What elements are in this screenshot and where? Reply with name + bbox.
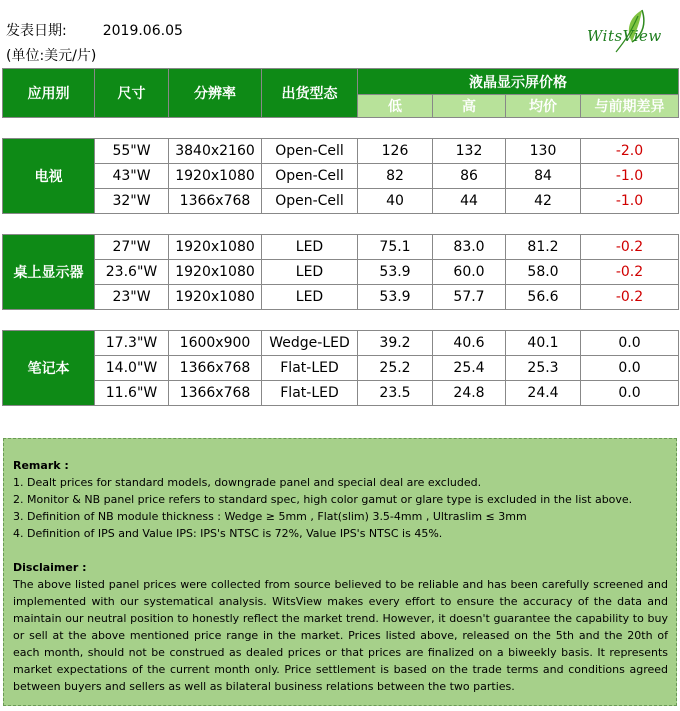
shipment-cell: Open-Cell	[262, 164, 358, 189]
shipment-cell: Open-Cell	[262, 189, 358, 214]
shipment-cell: LED	[262, 285, 358, 310]
high-cell: 86	[433, 164, 506, 189]
shipment-cell: Wedge-LED	[262, 331, 358, 356]
avg-cell: 56.6	[506, 285, 581, 310]
resolution-cell: 1920x1080	[169, 164, 262, 189]
table-row	[3, 331, 679, 356]
diff-cell: 0.0	[581, 356, 679, 381]
category-cell: 电视	[3, 139, 95, 214]
table-row	[3, 260, 679, 285]
header-avg: 均价	[506, 95, 581, 118]
high-cell: 60.0	[433, 260, 506, 285]
low-cell: 23.5	[358, 381, 433, 406]
remark-item: 4. Definition of IPS and Value IPS: IPS's NTSC is 72%, Value IPS's NTSC is 45%.	[13, 527, 443, 540]
resolution-cell: 1366x768	[169, 189, 262, 214]
shipment-cell: LED	[262, 235, 358, 260]
avg-cell: 130	[506, 139, 581, 164]
header-size: 尺寸	[95, 69, 169, 118]
remark-item: 2. Monitor & NB panel price refers to standard spec, high color gamut or glare type is excluded in the list above.	[13, 493, 633, 506]
diff-cell: 0.0	[581, 381, 679, 406]
high-cell: 83.0	[433, 235, 506, 260]
resolution-cell: 1920x1080	[169, 285, 262, 310]
low-cell: 82	[358, 164, 433, 189]
header-high: 高	[433, 95, 506, 118]
size-cell: 23"W	[95, 285, 169, 310]
diff-cell: -1.0	[581, 189, 679, 214]
high-cell: 57.7	[433, 285, 506, 310]
high-cell: 25.4	[433, 356, 506, 381]
panel-price-table	[2, 68, 679, 406]
avg-cell: 25.3	[506, 356, 581, 381]
resolution-cell: 1366x768	[169, 356, 262, 381]
table-row	[3, 285, 679, 310]
publish-date-value: 2019.06.05	[102, 23, 183, 39]
low-cell: 75.1	[358, 235, 433, 260]
table-row	[3, 164, 679, 189]
resolution-cell: 3840x2160	[169, 139, 262, 164]
category-cell: 桌上显示器	[3, 235, 95, 310]
shipment-cell: Flat-LED	[262, 356, 358, 381]
diff-cell: -2.0	[581, 139, 679, 164]
header-application: 应用别	[3, 69, 95, 118]
header-resolution: 分辨率	[169, 69, 262, 118]
high-cell: 44	[433, 189, 506, 214]
resolution-cell: 1920x1080	[169, 235, 262, 260]
high-cell: 40.6	[433, 331, 506, 356]
disclaimer-text: The above listed panel prices were collected from source believed to be reliable and has been carefully screened and implemented with our systematical analysis. WitsView makes every effort to ensure the accuracy of the data and maintain our neutral position to honestly reflect the market trend. However, it doesn't guarantee the capability to buy or sell at the above mentioned price range in the market. Prices listed above, released on the 5th and the 20th of each month, should not be construed as dealed prices or that prices are finalized on a biweekly basis. It represents market expectations of the current month only. Price settlement is based on the trade terms and conditions agreed between buyers and sellers as well as bilateral business relations between the two parties.	[13, 578, 668, 693]
table-row	[3, 235, 679, 260]
witsview-logo	[580, 8, 672, 60]
size-cell: 27"W	[95, 235, 169, 260]
high-cell: 24.8	[433, 381, 506, 406]
size-cell: 23.6"W	[95, 260, 169, 285]
table-row	[3, 139, 679, 164]
size-cell: 43"W	[95, 164, 169, 189]
diff-cell: -0.2	[581, 235, 679, 260]
low-cell: 25.2	[358, 356, 433, 381]
resolution-cell: 1920x1080	[169, 260, 262, 285]
publish-date	[6, 20, 183, 40]
avg-cell: 81.2	[506, 235, 581, 260]
high-cell: 132	[433, 139, 506, 164]
table-row	[3, 356, 679, 381]
avg-cell: 24.4	[506, 381, 581, 406]
avg-cell: 40.1	[506, 331, 581, 356]
diff-cell: 0.0	[581, 331, 679, 356]
category-cell: 笔记本	[3, 331, 95, 406]
unit-label: (单位:美元/片)	[6, 48, 97, 64]
avg-cell: 42	[506, 189, 581, 214]
size-cell: 17.3"W	[95, 331, 169, 356]
logo-text: WitsView	[587, 27, 662, 45]
notes-panel	[3, 438, 677, 706]
resolution-cell: 1366x768	[169, 381, 262, 406]
size-cell: 32"W	[95, 189, 169, 214]
size-cell: 11.6"W	[95, 381, 169, 406]
table-row	[3, 381, 679, 406]
table-row	[3, 189, 679, 214]
publish-date-label: 发表日期:	[6, 23, 67, 39]
size-cell: 14.0"W	[95, 356, 169, 381]
shipment-cell: Flat-LED	[262, 381, 358, 406]
low-cell: 40	[358, 189, 433, 214]
header-low: 低	[358, 95, 433, 118]
avg-cell: 84	[506, 164, 581, 189]
header-shipment: 出货型态	[262, 69, 358, 118]
diff-cell: -0.2	[581, 260, 679, 285]
header-price-group: 液晶显示屏价格	[358, 69, 679, 95]
shipment-cell: Open-Cell	[262, 139, 358, 164]
low-cell: 126	[358, 139, 433, 164]
low-cell: 39.2	[358, 331, 433, 356]
shipment-cell: LED	[262, 260, 358, 285]
disclaimer-title: Disclaimer :	[13, 561, 87, 574]
header-diff: 与前期差异	[581, 95, 679, 118]
remark-item: 1. Dealt prices for standard models, downgrade panel and special deal are excluded.	[13, 476, 482, 489]
resolution-cell: 1600x900	[169, 331, 262, 356]
low-cell: 53.9	[358, 285, 433, 310]
remark-item: 3. Definition of NB module thickness : Wedge ≥ 5mm , Flat(slim) 3.5-4mm , Ultraslim ≤ 3mm	[13, 510, 527, 523]
diff-cell: -1.0	[581, 164, 679, 189]
size-cell: 55"W	[95, 139, 169, 164]
low-cell: 53.9	[358, 260, 433, 285]
diff-cell: -0.2	[581, 285, 679, 310]
remark-title: Remark :	[13, 459, 69, 472]
avg-cell: 58.0	[506, 260, 581, 285]
